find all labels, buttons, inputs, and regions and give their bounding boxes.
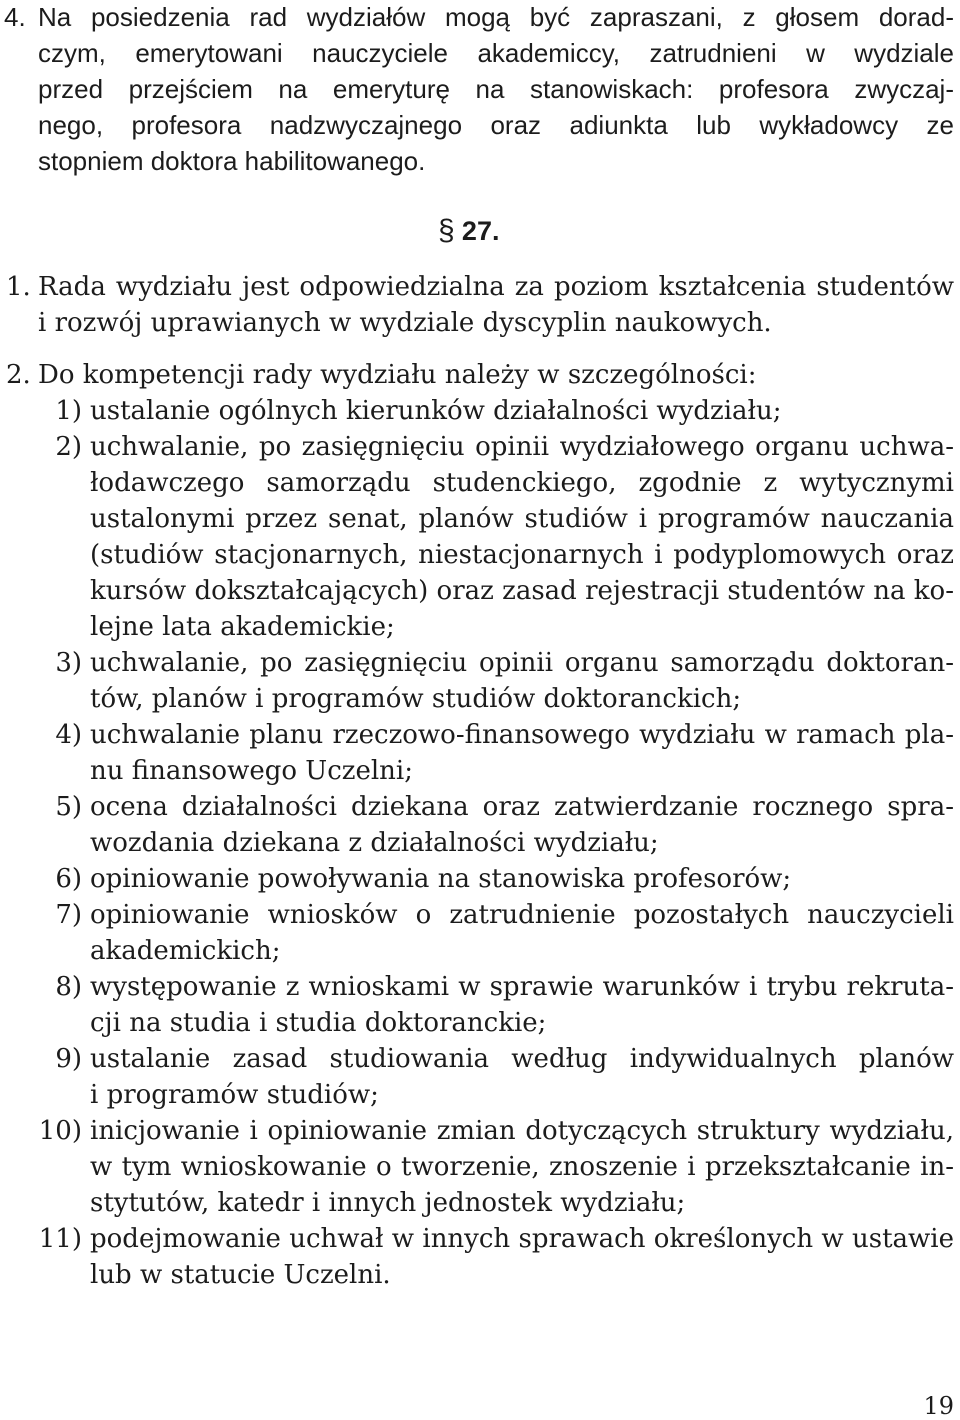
section-number: 27. [461,216,500,246]
list-item-text-line: stytutów, katedr i innych jednostek wydziału; [90,1188,686,1218]
text-line: nego, profesora nadzwyczajnego oraz adiunkta lub wykładowcy ze [38,110,954,140]
list-item-text-line: ocena działalności dziekana oraz zatwierdzanie rocznego spra- [90,792,954,822]
list-item-text-line: łodawczego samorządu studenckiego, zgodnie z wytycznymi [90,468,954,498]
list-item-text-line: lub w statucie Uczelni. [90,1260,391,1290]
list-item-text-line: uchwalanie, po zasięgnięciu opinii wydziałowego organu uchwa- [90,432,954,462]
section-symbol: § [438,214,455,247]
list-item-text-line: i programów studiów; [90,1080,379,1110]
list-item-text-line: podejmowanie uchwał w innych sprawach określonych w ustawie [90,1224,954,1254]
text-line: Na posiedzenia rad wydziałów mogą być zapraszani, z głosem dorad- [38,2,954,32]
list-item-text-line: występowanie z wnioskami w sprawie warunków i trybu rekruta- [90,972,954,1002]
list-item-text-line: tów, planów i programów studiów doktoranckich; [90,684,742,714]
list-item-text-line: akademickich; [90,936,281,966]
list-item-text-line: w tym wnioskowanie o tworzenie, znoszenie i przekształcanie in- [90,1152,954,1182]
list-item-text-line: cji na studia i studia doktoranckie; [90,1008,547,1038]
paragraph-number: 1. [6,272,31,302]
list-item-number: 5) [55,792,82,822]
text-line: i rozwój uprawianych w wydziale dyscyplin naukowych. [38,308,772,338]
list-item-text-line: inicjowanie i opiniowanie zmian dotyczących struktury wydziału, [90,1116,954,1146]
list-item-text-line: (studiów stacjonarnych, niestacjonarnych i podyplomowych oraz [90,540,954,570]
list-item-text-line: wozdania dziekana z działalności wydziału; [90,828,659,858]
paragraph-number: 4. [4,2,26,32]
text-line: stopniem doktora habilitowanego. [38,146,426,176]
text-line: Rada wydziału jest odpowiedzialna za poziom kształcenia studentów [38,272,954,302]
paragraph-number: 2. [6,360,31,390]
list-item-text-line: lejne lata akademickie; [90,612,395,642]
page-number: 19 [923,1392,954,1420]
list-item-number: 7) [55,900,82,930]
paragraph-intro: Do kompetencji rady wydziału należy w szczególności: [38,360,757,390]
list-item-text-line: kursów dokształcających) oraz zasad rejestracji studentów na ko- [90,576,954,606]
list-item-number: 10) [38,1116,82,1146]
list-item-text-line: opiniowanie wniosków o zatrudnienie pozostałych nauczycieli [90,900,954,930]
list-item-number: 8) [55,972,82,1002]
list-item-number: 11) [38,1224,82,1254]
list-item-text-line: ustalanie zasad studiowania według indywidualnych planów [90,1044,954,1074]
list-item-number: 9) [55,1044,82,1074]
list-item-text-line: uchwalanie planu rzeczowo-finansowego wydziału w ramach pla- [90,720,954,750]
list-item-text-line: uchwalanie, po zasięgnięciu opinii organu samorządu doktoran- [90,648,954,678]
list-item-number: 3) [55,648,82,678]
list-item-text-line: ustalanie ogólnych kierunków działalności wydziału; [90,396,782,426]
list-item-number: 4) [55,720,82,750]
list-item-number: 6) [55,864,82,894]
text-line: przed przejściem na emeryturę na stanowiskach: profesora zwyczaj- [38,74,954,104]
list-item-number: 1) [55,396,82,426]
list-item-text-line: opiniowanie powoływania na stanowiska profesorów; [90,864,792,894]
text-line: czym, emerytowani nauczyciele akademiccy, zatrudnieni w wydziale [38,38,954,68]
list-item-text-line: ustalonymi przez senat, planów studiów i programów nauczania [90,504,954,534]
list-item-number: 2) [55,432,82,462]
section-heading [438,214,499,248]
list-item-text-line: nu finansowego Uczelni; [90,756,413,786]
